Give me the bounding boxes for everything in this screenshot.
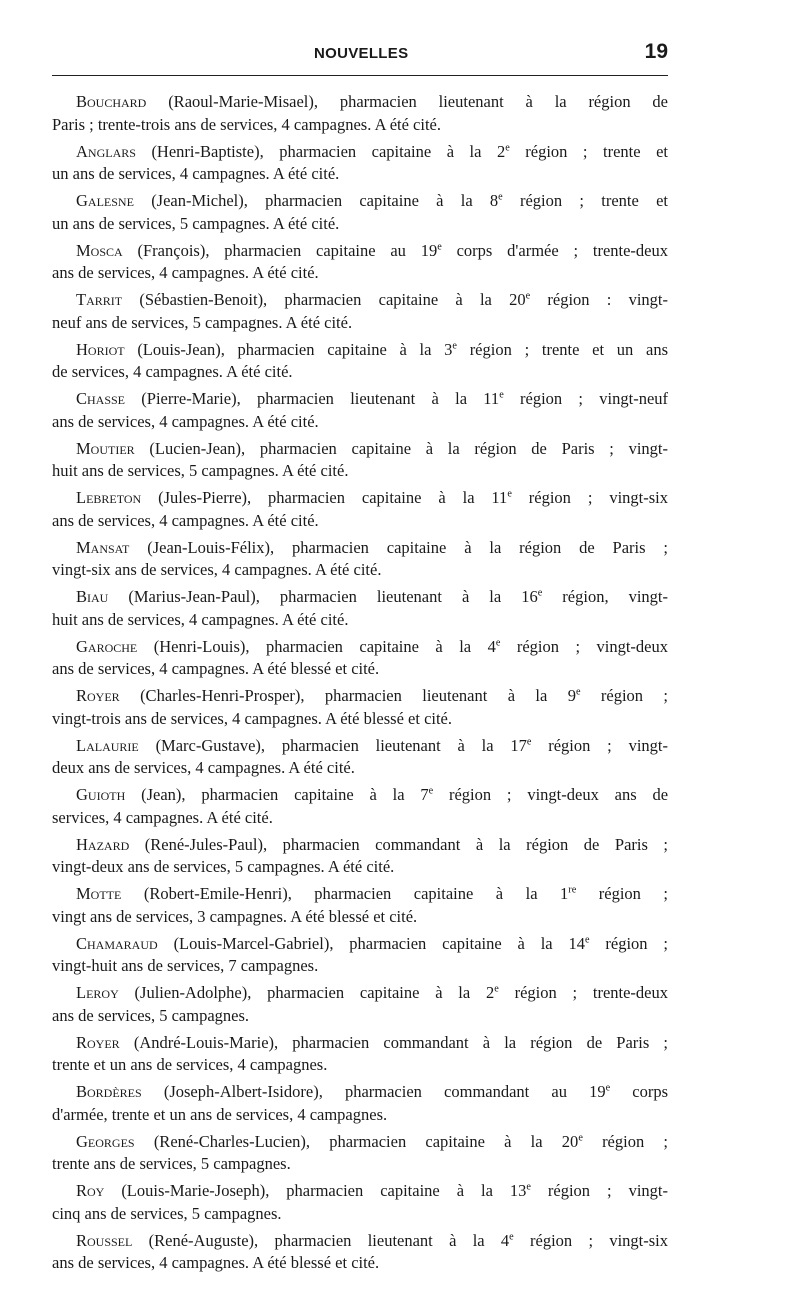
person-surname: Roussel [76, 1230, 133, 1250]
entry-text: vingt-trois ans de services, 4 campagnes. A été blessé et cité. [52, 708, 453, 728]
citation-entry [52, 735, 668, 780]
entry-text: (René-Auguste), pharmacien lieutenant à la 4e région ; vingt-six [148, 1230, 668, 1250]
entry-text: Paris ; trente-trois ans de services, 4 campagnes. A été cité. [52, 114, 441, 134]
entry-line-first [52, 388, 668, 411]
person-surname: Horiot [76, 339, 125, 359]
citation-entry [52, 438, 668, 483]
entry-line [52, 1153, 668, 1176]
entry-text: d'armée, trente et un ans de services, 4 campagnes. [52, 1104, 388, 1124]
citation-entry [52, 1081, 668, 1126]
entry-line [52, 658, 668, 681]
entry-text: trente ans de services, 5 campagnes. [52, 1154, 291, 1173]
citation-entry [52, 685, 668, 730]
entry-line [52, 807, 668, 830]
entry-line-first [52, 982, 668, 1005]
entry-text: ans de services, 4 campagnes. A été cité. [52, 510, 319, 530]
entry-line-first [52, 636, 668, 659]
entry-text: (Louis-Marcel-Gabriel), pharmacien capitaine à la 14e région ; [173, 933, 669, 953]
citation-entry [52, 91, 668, 136]
entry-text: (Joseph-Albert-Isidore), pharmacien commandant au 19e corps [163, 1082, 669, 1101]
citation-entry [52, 834, 668, 879]
entry-line [52, 1005, 668, 1028]
entry-text: (Jean-Louis-Félix), pharmacien capitaine à la région de Paris ; [147, 537, 668, 557]
entry-line [52, 114, 668, 137]
entry-text: vingt-six ans de services, 4 campagnes. A été cité. [52, 560, 382, 579]
entry-text: (Lucien-Jean), pharmacien capitaine à la région de Paris ; vingt- [149, 438, 668, 458]
entry-line-first [52, 141, 668, 164]
citation-entry [52, 1230, 668, 1275]
citation-entry [52, 883, 668, 928]
person-surname: Mosca [76, 240, 123, 260]
person-surname: Mansat [76, 537, 130, 557]
citation-entry [52, 240, 668, 285]
citation-entry [52, 636, 668, 681]
entry-line-first [52, 240, 668, 263]
entry-text: (Jean), pharmacien capitaine à la 7e région ; vingt-deux ans de [141, 785, 669, 804]
entry-text: de services, 4 campagnes. A été cité. [52, 362, 293, 381]
person-surname: Royer [76, 1032, 120, 1052]
entry-line [52, 1252, 668, 1275]
entry-line-first [52, 190, 668, 213]
entry-line-first [52, 339, 668, 362]
person-surname: Galesne [76, 191, 134, 210]
entry-line [52, 906, 668, 929]
entry-text: (Charles-Henri-Prosper), pharmacien lieutenant à la 9e région ; [140, 686, 668, 705]
entry-text: (Pierre-Marie), pharmacien lieutenant à la 11e région ; vingt-neuf [141, 389, 669, 408]
person-surname: Moutier [76, 438, 135, 458]
entry-line [52, 757, 668, 780]
entry-line-first [52, 537, 668, 560]
entry-text: vingt-huit ans de services, 7 campagnes. [52, 956, 319, 975]
person-surname: Chasse [76, 389, 126, 408]
person-surname: Roy [76, 1181, 105, 1200]
entry-line [52, 559, 668, 582]
entry-text: (Louis-Jean), pharmacien capitaine à la 3e région ; trente et un ans [137, 339, 669, 359]
entry-text: un ans de services, 4 campagnes. A été cité. [52, 164, 340, 183]
entry-line [52, 361, 668, 384]
person-surname: Chamaraud [76, 933, 158, 953]
entry-line-first [52, 91, 668, 114]
citation-entry [52, 586, 668, 631]
entry-text: neuf ans de services, 5 campagnes. A été cité. [52, 312, 353, 332]
citation-entry [52, 933, 668, 978]
entry-text: huit ans de services, 4 campagnes. A été cité. [52, 609, 349, 629]
entry-line-first [52, 685, 668, 708]
entry-line-first [52, 487, 668, 510]
person-surname: Lebreton [76, 488, 142, 507]
person-surname: Leroy [76, 983, 119, 1002]
citation-entry [52, 339, 668, 384]
entry-text: (Julien-Adolphe), pharmacien capitaine à la 2e région ; trente-deux [134, 983, 668, 1002]
entry-line-first [52, 586, 668, 609]
entry-text: (André-Louis-Marie), pharmacien commandant à la région de Paris ; [133, 1032, 669, 1052]
entry-line-first [52, 1081, 668, 1104]
entry-line-first [52, 933, 668, 956]
citation-entry [52, 190, 668, 235]
page-number: 19 [644, 40, 668, 63]
entry-line [52, 460, 668, 483]
header-rule [52, 75, 668, 76]
citation-entry [52, 1032, 668, 1077]
entry-text: cinq ans de services, 5 campagnes. [52, 1203, 282, 1223]
entry-text: (Marius-Jean-Paul), pharmacien lieutenant à la 16e région, vingt- [128, 587, 668, 606]
entry-line [52, 1104, 668, 1127]
entry-text: un ans de services, 5 campagnes. A été cité. [52, 213, 340, 233]
entry-line [52, 411, 668, 434]
citation-entry [52, 982, 668, 1027]
entry-text: (Sébastien-Benoit), pharmacien capitaine à la 20e région : vingt- [139, 290, 669, 309]
entry-line [52, 312, 668, 335]
citation-entry [52, 784, 668, 829]
entry-text: (Raoul-Marie-Misael), pharmacien lieutenant à la région de [168, 92, 669, 111]
person-surname: Hazard [76, 834, 130, 854]
entry-text: services, 4 campagnes. A été cité. [52, 807, 273, 827]
entry-line-first [52, 1131, 668, 1154]
entry-text: (Henri-Louis), pharmacien capitaine à la 4e région ; vingt-deux [153, 636, 668, 656]
entry-line [52, 609, 668, 632]
person-surname: Royer [76, 686, 120, 705]
entry-text: vingt-deux ans de services, 5 campagnes. A été cité. [52, 857, 395, 876]
entry-text: (Robert-Emile-Henri), pharmacien capitaine à la 1re région ; [143, 884, 668, 903]
entry-text: (René-Charles-Lucien), pharmacien capitaine à la 20e région ; [153, 1131, 669, 1151]
entry-line [52, 955, 668, 978]
entry-line-first [52, 1180, 668, 1203]
entry-line [52, 856, 668, 879]
entry-line [52, 163, 668, 186]
entry-text: vingt ans de services, 3 campagnes. A été blessé et cité. [52, 906, 418, 926]
person-surname: Georges [76, 1131, 135, 1151]
entry-text: (Henri-Baptiste), pharmacien capitaine à la 2e région ; trente et [151, 141, 668, 161]
entry-text: (Jules-Pierre), pharmacien capitaine à la 11e région ; vingt-six [158, 488, 668, 507]
entry-text: (René-Jules-Paul), pharmacien commandant à la région de Paris ; [144, 834, 669, 854]
person-surname: Guioth [76, 785, 126, 804]
person-surname: Bordères [76, 1082, 142, 1101]
citation-entry [52, 537, 668, 582]
entry-line-first [52, 735, 668, 758]
entry-line-first [52, 784, 668, 807]
entry-line-first [52, 883, 668, 906]
person-surname: Lalaurie [76, 735, 139, 755]
person-surname: Motte [76, 884, 122, 903]
entry-text: ans de services, 4 campagnes. A été blessé et cité. [52, 1253, 380, 1272]
citation-entry [52, 1180, 668, 1225]
entry-text: (Marc-Gustave), pharmacien lieutenant à la 17e région ; vingt- [155, 735, 668, 755]
entry-line-first [52, 1230, 668, 1253]
entry-text: ans de services, 4 campagnes. A été cité. [52, 263, 319, 282]
entry-line [52, 213, 668, 236]
entry-text: (Jean-Michel), pharmacien capitaine à la 8e région ; trente et [151, 191, 668, 210]
entry-text: ans de services, 4 campagnes. A été cité. [52, 411, 319, 431]
entry-line [52, 1203, 668, 1226]
entry-text: ans de services, 5 campagnes. [52, 1005, 250, 1025]
person-surname: Tarrit [76, 290, 123, 309]
citation-entry [52, 388, 668, 433]
person-surname: Biau [76, 587, 109, 606]
person-surname: Bouchard [76, 92, 147, 111]
entry-line-first [52, 289, 668, 312]
entry-text: ans de services, 4 campagnes. A été blessé et cité. [52, 659, 380, 678]
citation-entry [52, 141, 668, 186]
entry-text: (Louis-Marie-Joseph), pharmacien capitaine à la 13e région ; vingt- [121, 1181, 668, 1200]
citation-list [52, 91, 668, 1279]
entry-text: huit ans de services, 5 campagnes. A été cité. [52, 461, 349, 480]
entry-line [52, 1054, 668, 1077]
person-surname: Anglars [76, 141, 136, 161]
page-header [52, 38, 668, 70]
entry-line-first [52, 1032, 668, 1055]
entry-text: trente et un ans de services, 4 campagnes. [52, 1055, 328, 1074]
citation-entry [52, 289, 668, 334]
entry-text: deux ans de services, 4 campagnes. A été cité. [52, 758, 355, 777]
person-surname: Garoche [76, 636, 138, 656]
entry-line-first [52, 834, 668, 857]
entry-text: (François), pharmacien capitaine au 19e corps d'armée ; trente-deux [137, 240, 668, 260]
entry-line [52, 510, 668, 533]
citation-entry [52, 487, 668, 532]
entry-line [52, 708, 668, 731]
running-head: NOUVELLES [314, 45, 409, 62]
entry-line-first [52, 438, 668, 461]
entry-line [52, 262, 668, 285]
citation-entry [52, 1131, 668, 1176]
